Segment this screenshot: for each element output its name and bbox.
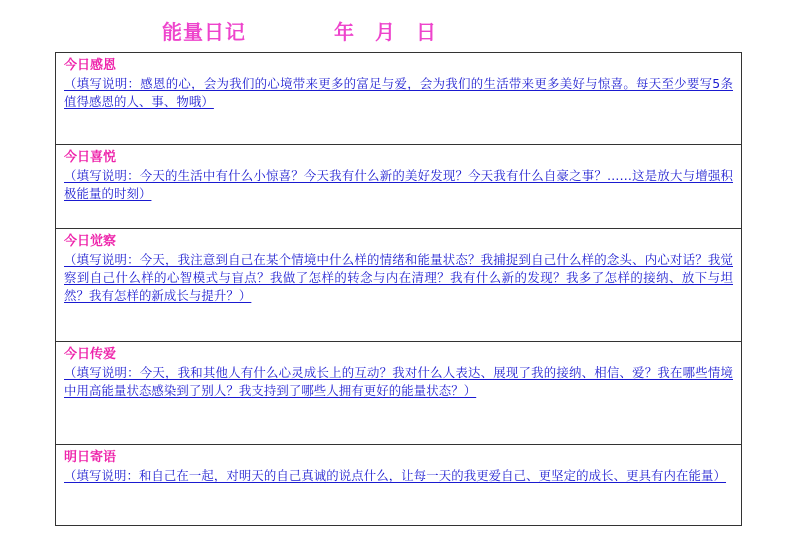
section-gratitude-instructions: （填写说明：感恩的心，会为我们的心境带来更多的富足与爱，会为我们的生活带来更多美好与惊喜。每天至少要写5条值得感恩的人、事、物哦）	[64, 76, 733, 109]
journal-title: 能量日记	[162, 20, 246, 44]
section-awareness-instructions: （填写说明：今天，我注意到自己在某个情境中什么样的情绪和能量状态？我捕捉到自己什么样的念头、内心对话？我觉察到自己什么样的心智模式与盲点？我做了怎样的转念与内在清理？我有什么新的发现？我多了怎样的接纳、放下与坦然？我有怎样的新成长与提升？）	[64, 252, 733, 303]
section-share-love-instructions: （填写说明：今天，我和其他人有什么心灵成长上的互动？我对什么人表达、展现了我的接纳、相信、爱？我在哪些情境中用高能量状态感染到了别人？我支持到了哪些人拥有更好的能量状态？）	[64, 365, 733, 398]
journal-table	[55, 52, 742, 526]
month-label: 月	[375, 20, 395, 44]
section-share-love-title: 今日传爱	[64, 347, 117, 362]
section-tomorrow-message[interactable]	[56, 444, 741, 527]
day-label: 日	[416, 20, 436, 44]
section-gratitude[interactable]	[56, 53, 741, 144]
section-joy-instructions: （填写说明：今天的生活中有什么小惊喜？今天我有什么新的美好发现？今天我有什么自豪之事？……这是放大与增强积极能量的时刻）	[64, 168, 733, 201]
section-awareness-title: 今日觉察	[64, 234, 117, 249]
section-share-love[interactable]	[56, 341, 741, 444]
section-joy[interactable]	[56, 144, 741, 228]
year-label: 年	[334, 20, 354, 44]
section-joy-title: 今日喜悦	[64, 150, 117, 165]
section-awareness[interactable]	[56, 228, 741, 341]
section-tomorrow-message-instructions: （填写说明：和自己在一起，对明天的自己真诚的说点什么，让每一天的我更爱自己、更坚定的成长、更具有内在能量）	[64, 468, 727, 483]
section-tomorrow-message-title: 明日寄语	[64, 450, 117, 465]
journal-header	[0, 16, 800, 44]
section-gratitude-title: 今日感恩	[64, 58, 117, 73]
